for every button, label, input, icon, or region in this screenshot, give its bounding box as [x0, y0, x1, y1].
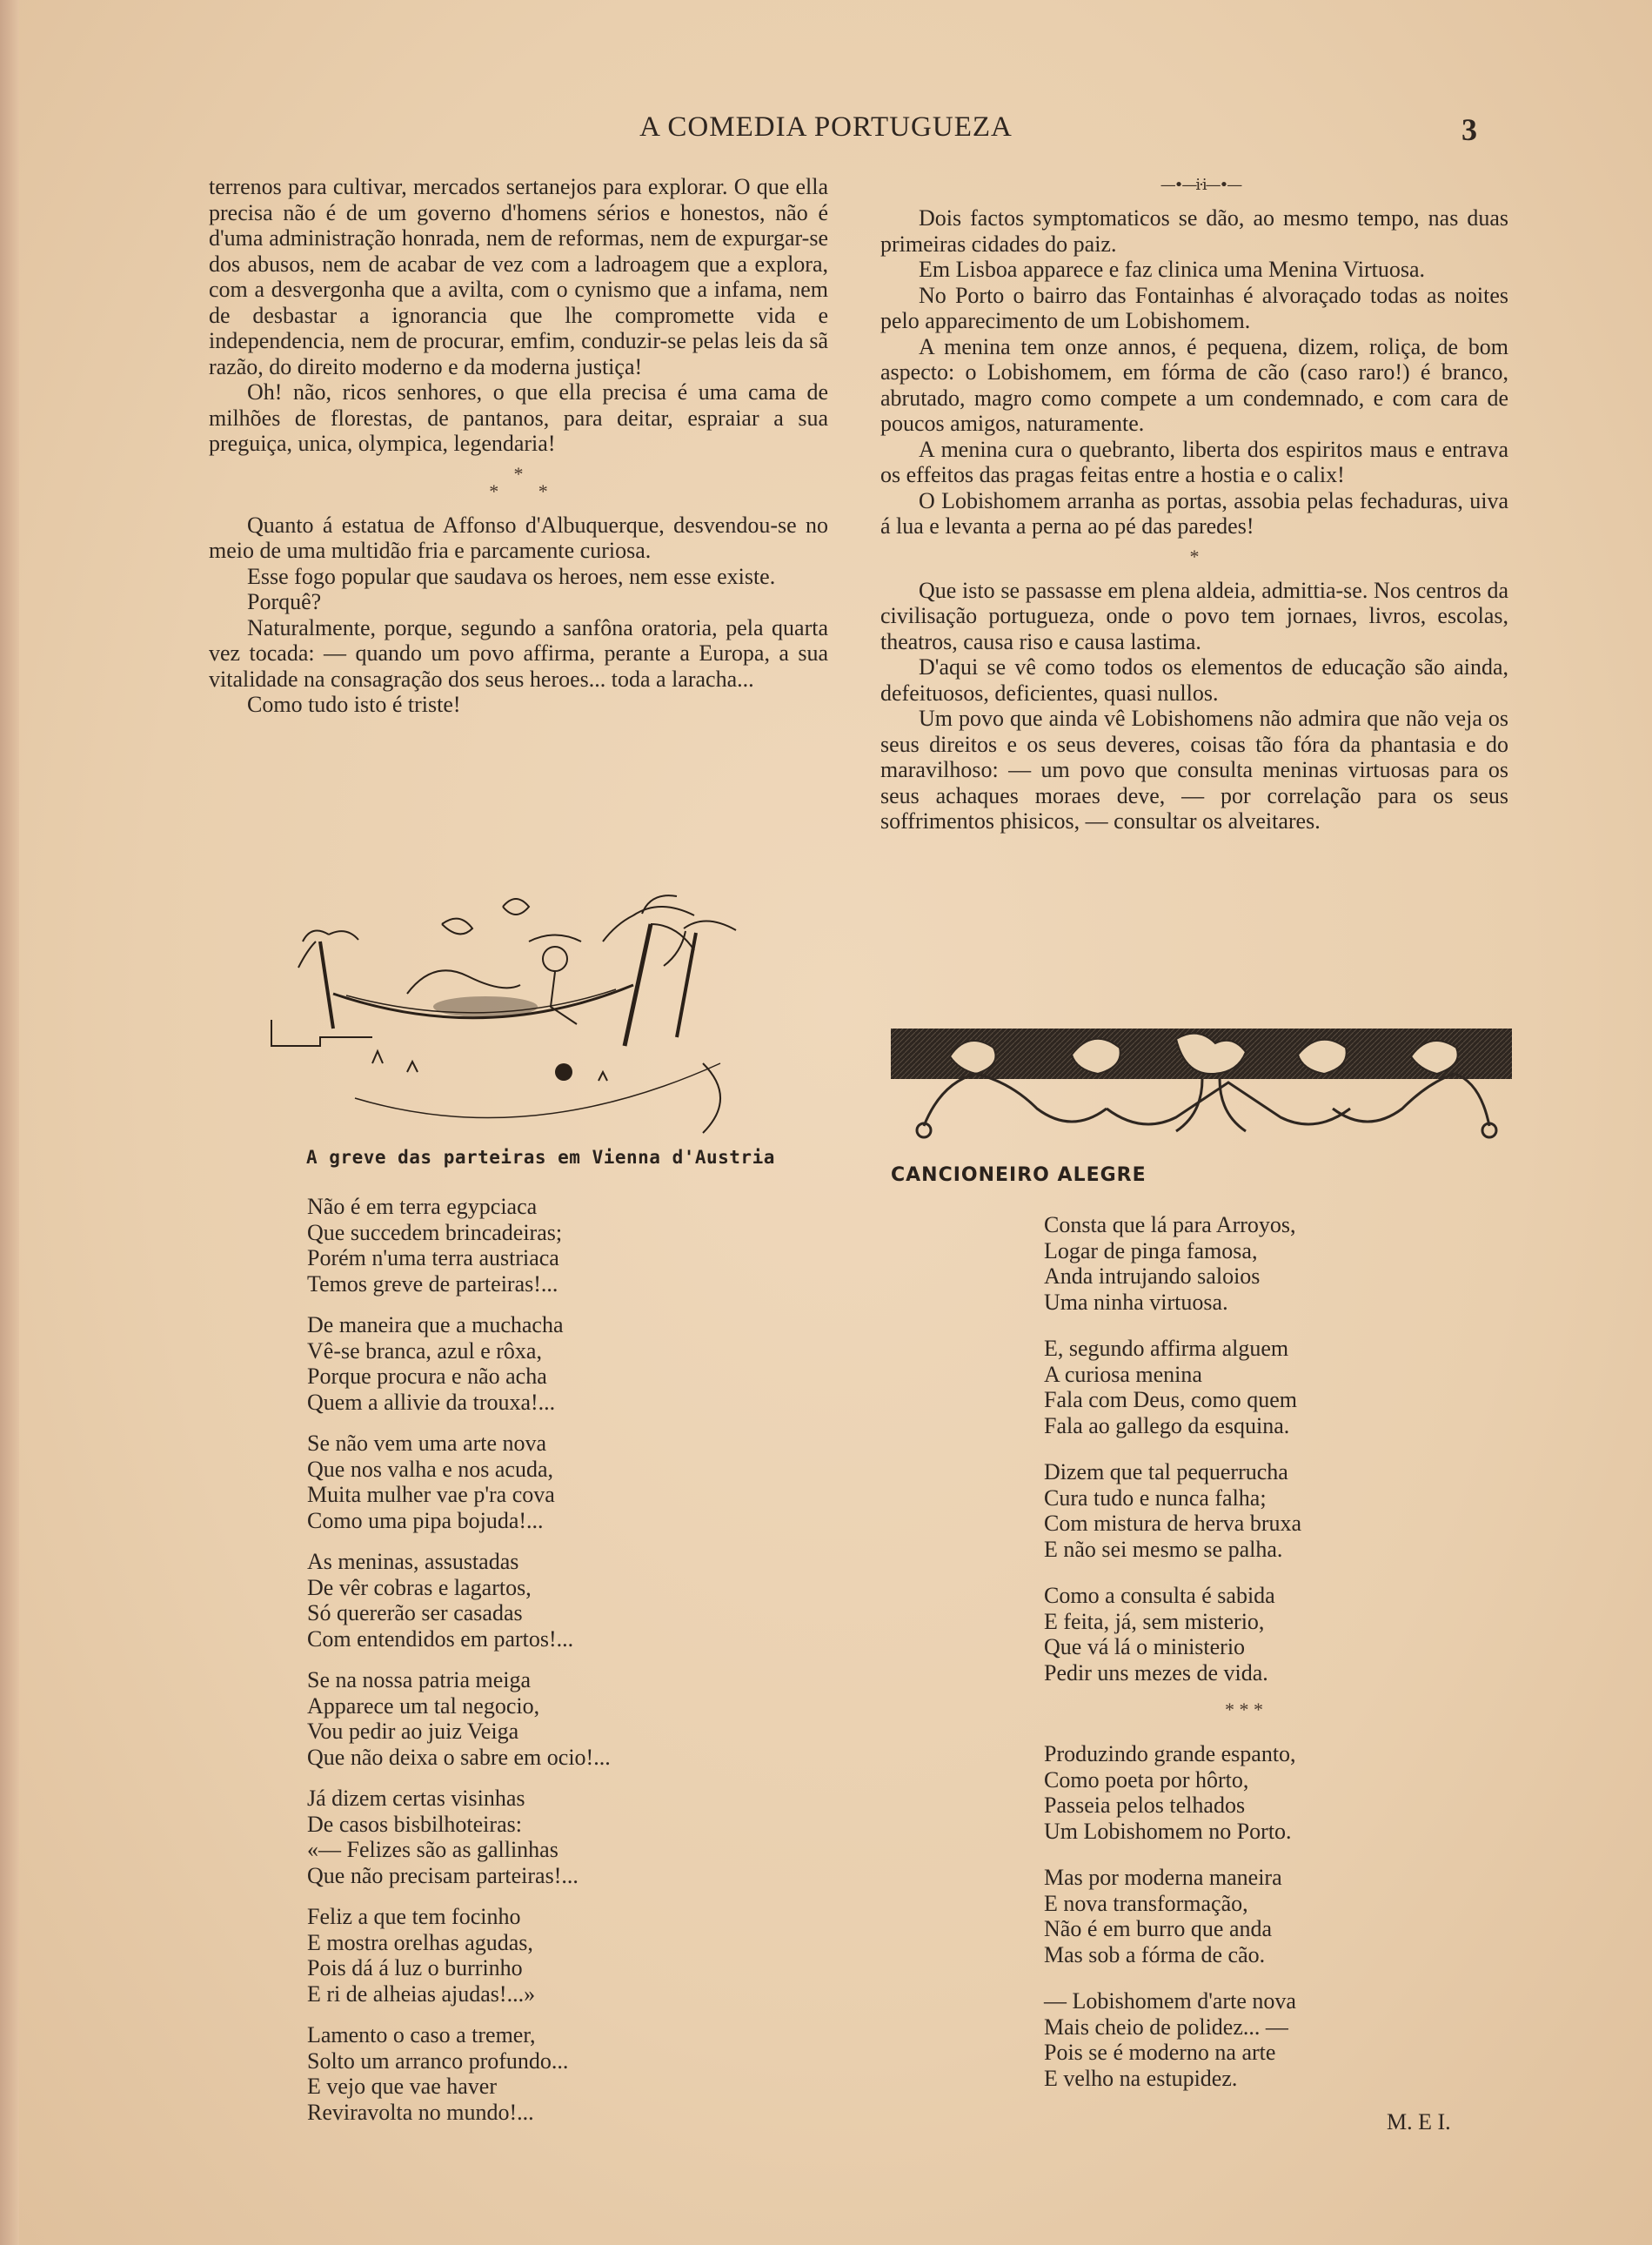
ornamental-divider: —•—i·i—•—	[1160, 176, 1241, 194]
poem-line: Vou pedir ao juiz Veiga	[307, 1719, 519, 1744]
poem-line: Com entendidos em partos!...	[307, 1625, 574, 1652]
poem-line: Fala com Deus, como quem	[1044, 1387, 1297, 1412]
poem-left	[307, 1194, 794, 2141]
page-binding-edge	[0, 0, 19, 2245]
poem-line: Temos greve de parteiras!...	[307, 1270, 558, 1297]
poem-line: E ri de alheias ajudas!...»	[307, 1980, 536, 2007]
paragraph: Esse fogo popular que saudava os heroes, nem esse existe.	[247, 563, 776, 589]
poem-line: Muita mulher vae p'ra cova	[307, 1482, 555, 1507]
paragraph: Em Lisboa apparece e faz clinica uma Menina Virtuosa.	[919, 257, 1425, 282]
poem-line: Porém n'uma terra austriaca	[307, 1245, 559, 1270]
poem-title: A greve das parteiras em Vienna d'Austria	[306, 1147, 775, 1168]
poem-stanza	[307, 2022, 794, 2125]
poem-line: Pedir uns mezes de vida.	[1044, 1659, 1268, 1685]
section-title: CANCIONEIRO ALEGRE	[891, 1164, 1147, 1186]
paragraph: Que isto se passasse em plena aldeia, admittia-se. Nos centros da civilisação portugueza, onde o povo tem jornaes, livros, escolas, theatros, causa riso e causa lastima.	[880, 577, 1508, 654]
poem-stanza	[307, 1667, 794, 1770]
poem-line: Apparece um tal negocio,	[307, 1692, 540, 1719]
poem-stanza	[307, 1312, 794, 1415]
poem-stanza	[307, 1904, 794, 2007]
poem-line: Não é em burro que anda	[1044, 1916, 1273, 1941]
paragraph: Como tudo isto é triste!	[247, 692, 461, 717]
paragraph: A menina tem onze annos, é pequena, dizem, roliça, de bom aspecto: o Lobishomem, em fórma de cão (caso raro!) é branco, abrutado, magro como compete a um condemnado, e com cara de poucos amigos, naturamente.	[880, 333, 1508, 436]
poem-line: E velho na estupidez.	[1044, 2065, 1238, 2091]
poem-line: Dizem que tal pequerrucha	[1044, 1459, 1288, 1484]
paragraph: Um povo que ainda vê Lobishomens não admira que não veja os seus direitos e os seus deveres, coisas tão fóra da phantasia e do maravilhoso: — um povo que consulta meninas virtuosas para os seus achaques moraes deve, — por correlação para os seus soffrimentos phisicos, — consultar os alveitares.	[880, 706, 1508, 834]
poem-stanza	[307, 1194, 794, 1297]
poem-line: Com mistura de herva bruxa	[1044, 1511, 1302, 1536]
poem-line: — Lobishomem d'arte nova	[1044, 1988, 1296, 2014]
poem-line: E vejo que vae haver	[307, 2074, 498, 2099]
separator-stars: * * *	[489, 462, 548, 502]
poem-stanza	[1044, 1336, 1461, 1438]
poem-stanza	[1044, 1212, 1461, 1315]
poem-line: Como poeta por hôrto,	[1044, 1766, 1249, 1793]
poem-line: Se não vem uma arte nova	[307, 1431, 547, 1456]
poem-line: Só quererão ser casadas	[307, 1600, 523, 1625]
poem-line: Como a consulta é sabida	[1044, 1583, 1275, 1608]
poem-line: A curiosa menina	[1044, 1361, 1202, 1387]
poem-stanza	[307, 1431, 794, 1533]
poem-stanza	[1044, 1988, 1461, 2091]
poem-line: Vê-se branca, azul e rôxa,	[307, 1337, 542, 1364]
paragraph: terrenos para cultivar, mercados sertanejos para explorar. O que ella precisa não é de um governo d'homens sérios e honestos, não é d'uma administração honrada, nem de reformas, nem de expurgar-se dos abusos, nem de acabar de vez com a ladroagem que a explora, com a desvergonha que a avilta, com o cynismo que a infama, nem de desbastar a ignorancia que lhe compromette vida e independencia, nem de procurar, emfim, conduzir-se pelas leis da sã razão, do direito moderno e da moderna justiça!	[209, 174, 828, 379]
poem-stanza	[307, 1549, 794, 1652]
poem-line: Produzindo grande espanto,	[1044, 1741, 1296, 1766]
poem-line: De vêr cobras e lagartos,	[307, 1574, 532, 1600]
poem-line: Pois se é moderno na arte	[1044, 2040, 1276, 2065]
poem-line: Como uma pipa bojuda!...	[307, 1507, 544, 1533]
poem-line: De maneira que a muchacha	[307, 1312, 564, 1337]
poem-line: Mais cheio de polidez... —	[1044, 2014, 1288, 2040]
poem-line: E, segundo affirma alguem	[1044, 1336, 1289, 1361]
poem-line: Pois dá á luz o burrinho	[307, 1955, 523, 1980]
poem-stanza	[1044, 1865, 1461, 1967]
poem-stanza	[1044, 1583, 1461, 1685]
paragraph: Quanto á estatua de Affonso d'Albuquerque, desvendou-se no meio de uma multidão fria e parcamente curiosa.	[209, 512, 828, 563]
signature: M. E I.	[1387, 2109, 1451, 2134]
poem-line: Anda intrujando saloios	[1044, 1263, 1261, 1289]
poem-line: Que vá lá o ministerio	[1044, 1634, 1246, 1659]
separator-star: *	[1189, 545, 1200, 567]
right-column	[880, 205, 1508, 834]
hammock-palm-illustration	[268, 889, 771, 1140]
poem-line: Passeia pelos telhados	[1044, 1793, 1246, 1818]
poem-line: Que succedem brincadeiras;	[307, 1219, 563, 1245]
poem-line: Porque procura e não acha	[307, 1364, 547, 1389]
poem-stanza	[307, 1786, 794, 1888]
poem-line: Mas por moderna maneira	[1044, 1865, 1282, 1890]
poem-line: E mostra orelhas agudas,	[307, 1929, 533, 1955]
poem-line: Cura tudo e nunca falha;	[1044, 1484, 1267, 1511]
poem-line: Um Lobishomem no Porto.	[1044, 1818, 1292, 1844]
poem-line: Que não precisam parteiras!...	[307, 1862, 579, 1888]
poem-line: E nova transformação,	[1044, 1890, 1248, 1916]
poem-stanza	[1044, 1459, 1461, 1562]
page-header-title: A COMEDIA PORTUGUEZA	[639, 111, 1013, 143]
poem-line: Já dizem certas visinhas	[307, 1786, 525, 1811]
poem-line: Uma ninha virtuosa.	[1044, 1289, 1228, 1315]
poem-line: Não é em terra egypciaca	[307, 1194, 538, 1219]
paragraph: O Lobishomem arranha as portas, assobia pelas fechaduras, uiva á lua e levanta a perna ao pé das paredes!	[880, 487, 1508, 539]
page-number: 3	[1461, 112, 1477, 147]
poem-line: Lamento o caso a tremer,	[307, 2022, 536, 2047]
poem-line: E não sei mesmo se palha.	[1044, 1536, 1283, 1562]
art-nouveau-floral-banner	[889, 1022, 1514, 1152]
paragraph: Oh! não, ricos senhores, o que ella precisa é uma cama de milhões de florestas, de pantanos, para deitar, espraiar a sua preguiça, unica, olympica, legendaria!	[209, 379, 828, 456]
poem-right	[1044, 1212, 1461, 2107]
paragraph: Naturalmente, porque, segundo a sanfôna oratoria, pela quarta vez tocada: — quando um povo affirma, perante a Europa, a sua vitalidade na consagração dos seus heroes... toda a laracha...	[209, 614, 828, 692]
poem-line: De casos bisbilhoteiras:	[307, 1811, 522, 1837]
poem-line: Mas sob a fórma de cão.	[1044, 1941, 1266, 1967]
paragraph: No Porto o bairro das Fontainhas é alvoraçado todas as noites pelo apparecimento de um Lobishomem.	[880, 282, 1508, 333]
poem-line: Solto um arranco profundo...	[307, 2047, 569, 2074]
poem-line: Que nos valha e nos acuda,	[307, 1456, 554, 1482]
poem-line: Logar de pinga famosa,	[1044, 1237, 1258, 1263]
poem-line: Se na nossa patria meiga	[307, 1667, 532, 1692]
poem-line: Quem a allivie da trouxa!...	[307, 1389, 556, 1415]
separator-stars: * * *	[1225, 1699, 1263, 1720]
paragraph: D'aqui se vê como todos os elementos de educação são ainda, defeituosos, deficientes, quasi nullos.	[880, 654, 1508, 706]
poem-line: «— Felizes são as gallinhas	[307, 1837, 558, 1862]
left-column	[209, 174, 828, 718]
poem-line: Consta que lá para Arroyos,	[1044, 1212, 1296, 1237]
poem-line: Que não deixa o sabre em ocio!...	[307, 1744, 611, 1770]
poem-line: Feliz a que tem focinho	[307, 1904, 521, 1929]
poem-stanza	[1044, 1741, 1461, 1844]
poem-line: As meninas, assustadas	[307, 1549, 519, 1574]
poem-line: E feita, já, sem misterio,	[1044, 1608, 1265, 1634]
paragraph: A menina cura o quebranto, liberta dos espiritos maus e entrava os effeitos das pragas feitas entre a hostia e o calix!	[880, 436, 1508, 487]
poem-line: Reviravolta no mundo!...	[307, 2099, 534, 2125]
poem-line: Fala ao gallego da esquina.	[1044, 1412, 1290, 1438]
paragraph: Dois factos symptomaticos se dão, ao mesmo tempo, nas duas primeiras cidades do paiz.	[880, 205, 1508, 257]
paragraph: Porquê?	[247, 589, 322, 614]
